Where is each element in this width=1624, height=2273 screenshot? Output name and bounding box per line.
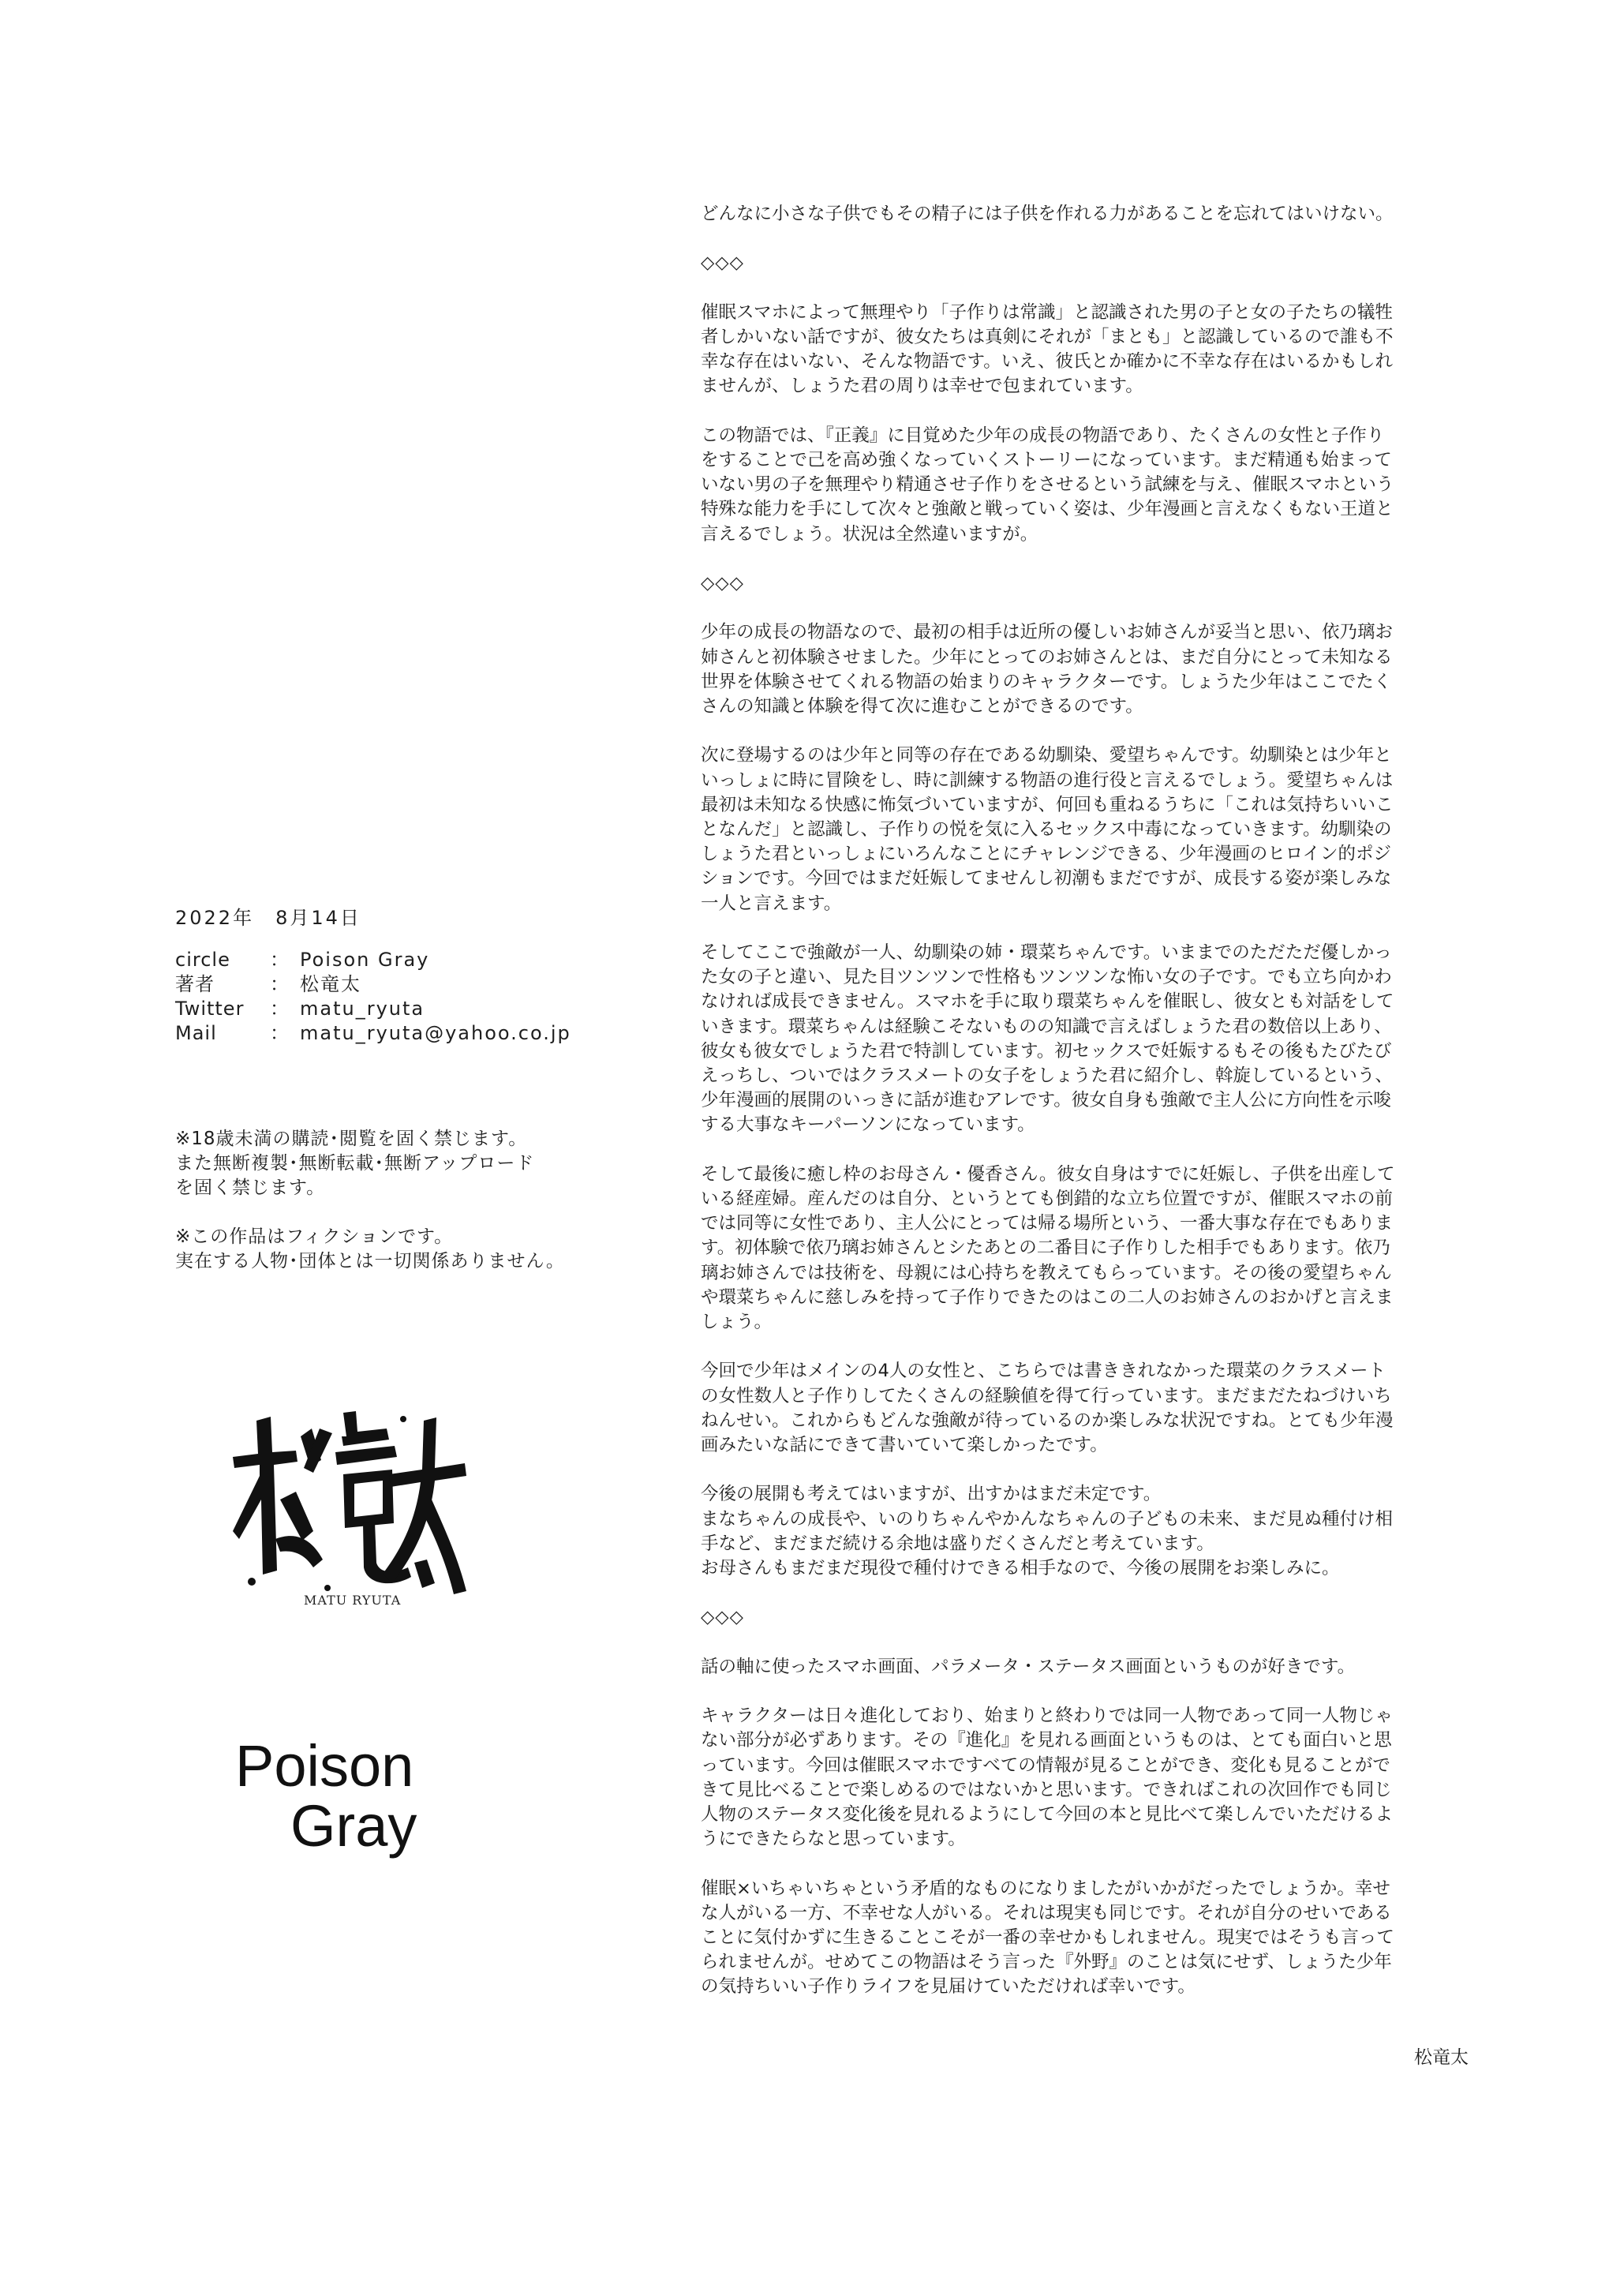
- colophon: [175, 906, 649, 1046]
- text-line: いっしょに時に冒険をし、時に訓練する物語の進行役と言えるでしょう。愛望ちゃんは: [701, 770, 1394, 791]
- text-line: 最初は未知なる快感に怖気づいていますが、何回も重ねるうちに「これは気持ちいいこ: [701, 794, 1394, 815]
- text-line: 璃お姉さんでは技術を、母親には心持ちを教えてもらっています。その後の愛望ちゃん: [701, 1262, 1392, 1283]
- text-line: 一人と言えます。: [701, 893, 842, 914]
- text-line: 言えるでしょう。状況は全然違いますが。: [701, 523, 1038, 545]
- circle-logo-line1: Poison: [235, 1733, 414, 1799]
- colophon-key: Mail: [175, 1022, 217, 1044]
- paragraph: [701, 941, 1490, 1138]
- colophon-key: circle: [175, 949, 230, 971]
- text-line: 者しかいない話ですが、彼女たちは真剣にそれが「まとも」と認識しているので誰も不: [701, 326, 1394, 347]
- text-line: どんなに小さな子供でもその精子には子供を作れる力があることを忘れてはいけない。: [701, 204, 1394, 224]
- text-line: いない男の子を無理やり精通させ子作りをさせるという試練を与え、催眠スマホという: [701, 474, 1394, 496]
- legal-notices: [175, 1127, 664, 1298]
- text-line: なければ成長できません。スマホを手に取り環菜ちゃんを催眠し、彼女とも対話をして: [701, 991, 1394, 1013]
- circle-logo: [235, 1733, 472, 1859]
- text-line: きて見比べることで楽しめるのではないかと思います。できればこれの次回作でも同じ: [701, 1779, 1392, 1800]
- text-line: では同等に女性であり、主人公にとっては帰る場所という、一番大事な存在でもありま: [701, 1213, 1394, 1234]
- text-line: す。初体験で依乃璃お姉さんとシたあとの二番目に子作りした相手でもあります。依乃: [701, 1238, 1390, 1259]
- paragraph: [701, 620, 1490, 719]
- paragraph: [701, 1482, 1490, 1581]
- colophon-row: [175, 1021, 649, 1046]
- notice-line: また無断複製･無断転載･無断アップロード: [175, 1153, 535, 1174]
- colophon-row: [175, 948, 649, 972]
- notice: [175, 1127, 664, 1200]
- author-signature: 松竜太: [1414, 2047, 1469, 2068]
- text-line: さんの知識と体験を得て次に進むことができるのです。: [701, 695, 1143, 717]
- text-line: となんだ」と認識し、子作りの悦を気に入るセックス中毒になっていきます。幼馴染の: [701, 818, 1392, 840]
- text-line: この物語では、『正義』に目覚めた少年の成長の物語であり、たくさんの女性と子作り: [701, 425, 1385, 446]
- paragraph: [701, 1163, 1490, 1335]
- notice-line: ※18歳未満の購読･閲覧を固く禁じます。: [175, 1129, 528, 1149]
- text-line: 今回で少年はメインの4人の女性と、こちらでは書ききれなかった環菜のクラスメート: [701, 1361, 1386, 1382]
- paragraph: [701, 424, 1490, 547]
- colophon-key: Twitter: [175, 998, 245, 1020]
- text-line: する大事なキーパーソンになっています。: [701, 1114, 1035, 1136]
- text-line: た女の子と違い、見た目ツンツンで性格もツンツンな怖い女の子です。でも立ち向かわ: [701, 967, 1392, 988]
- text-line: ションです。今回ではまだ妊娠してませんし初潮もまだですが、成長する姿が楽しみな: [701, 868, 1392, 889]
- section-divider: [701, 571, 1490, 596]
- text-line: 催眠×いちゃいちゃという矛盾的なものになりましたがいかがだったでしょうか。幸せ: [701, 1878, 1390, 1899]
- author-calligraphy-logo: [225, 1405, 470, 1610]
- text-line: まなちゃんの成長や、いのりちゃんやかんなちゃんの子どもの未来、まだ見ぬ種付け相: [701, 1508, 1394, 1530]
- text-line: 特殊な能力を手にして次々と強敵と戦っていく姿は、少年漫画と言えなくもない王道と: [701, 499, 1394, 520]
- text-line: しょう。: [701, 1312, 773, 1333]
- colophon-info: [175, 948, 649, 1046]
- publication-date: 2022年 8月14日: [175, 907, 361, 929]
- text-line: ◇◇◇: [701, 253, 744, 274]
- colophon-row: [175, 972, 649, 997]
- text-line: うにできたらなと思っています。: [701, 1829, 966, 1850]
- text-line: ませんが、しょうた君の周りは幸せで包まれています。: [701, 376, 1143, 397]
- colophon-separator: ：: [270, 998, 290, 1020]
- text-line: られませんが。せめてこの物語はそう言った『外野』のことは気にせず、しょうた少年: [701, 1952, 1392, 1973]
- text-line: 姉さんと初体験させました。少年にとってのお姉さんとは、まだ自分にとって未知なる: [701, 646, 1393, 668]
- text-line: 手など、まだまだ続ける余地は盛りだくさんだと考えています。: [701, 1533, 1214, 1554]
- paragraph: [701, 1655, 1490, 1679]
- paragraph: [701, 743, 1490, 916]
- afterword-text: [701, 202, 1490, 2024]
- text-line: 今後の展開も考えてはいますが、出すかはまだ未定です。: [701, 1484, 1162, 1505]
- colophon-value: matu_ryuta@yahoo.co.jp: [300, 1022, 571, 1044]
- text-line: 彼女も彼女でしょうた君で特訓しています。初セックスで妊娠するもその後もたびたび: [701, 1040, 1392, 1062]
- notice-line: を固く禁じます。: [175, 1178, 326, 1198]
- colophon-key: 著者: [175, 973, 215, 995]
- text-line: ことに気付かずに生きることこそが一番の幸せかもしれません。現実ではそうも言って: [701, 1927, 1394, 1948]
- colophon-value: 松竜太: [300, 973, 361, 995]
- text-line: をすることで己を高め強くなっていくストーリーになっています。まだ精通も始まって: [701, 449, 1392, 470]
- text-line: 次に登場するのは少年と同等の存在である幼馴染、愛望ちゃんです。幼馴染とは少年と: [701, 745, 1392, 766]
- text-line: そしてここで強敵が一人、幼馴染の姉・環菜ちゃんです。いままでのただただ優しかっ: [701, 942, 1392, 963]
- text-line: の気持ちいい子作りライフを見届けていただければ幸いです。: [701, 1976, 1196, 1998]
- text-line: 画みたいな話にできて書いていて楽しかったです。: [701, 1435, 1108, 1456]
- text-line: お母さんもまだまだ現役で種付けできる相手なので、今後の展開をお楽しみに。: [701, 1558, 1340, 1579]
- colophon-value: Poison Gray: [300, 949, 430, 971]
- text-line: 話の軸に使ったスマホ画面、パラメータ・ステータス画面というものが好きです。: [701, 1656, 1356, 1677]
- text-line: えっちし、ついではクラスメートの女子をしょうた君に紹介し、斡旋しているという、: [701, 1065, 1393, 1086]
- text-line: 世界を体験させてくれる物語の始まりのキャラクターです。しょうた少年はここでたく: [701, 671, 1392, 692]
- text-line: っています。今回は催眠スマホですべての情報が見ることができ、変化も見ることがで: [701, 1754, 1390, 1776]
- text-line: 催眠スマホによって無理やり「子作りは常識」と認識された男の子と女の子たちの犠牲: [701, 301, 1394, 323]
- paragraph: [701, 202, 1490, 227]
- text-line: キャラクターは日々進化しており、始まりと終わりでは同一人物であって同一人物じゃ: [701, 1706, 1393, 1727]
- notice-line: 実在する人物･団体とは一切関係ありません。: [175, 1251, 565, 1271]
- text-line: そして最後に癒し枠のお母さん・優香さん。彼女自身はすでに妊娠し、子供を出産して: [701, 1163, 1395, 1185]
- paragraph: [701, 1359, 1490, 1458]
- colophon-value: matu_ryuta: [300, 998, 425, 1020]
- circle-logo-line2: Gray: [290, 1793, 417, 1859]
- colophon-separator: ：: [270, 1022, 290, 1044]
- text-line: 少年漫画的展開のいっきに話が進むアレです。彼女自身も強敵で主人公に方向性を示唆: [701, 1090, 1391, 1111]
- text-line: 幸な存在はいない、そんな物語です。いえ、彼氏とか確かに不幸な存在はいるかもしれ: [701, 351, 1394, 373]
- text-line: ねんせい。これからもどんな強敵が待っているのか楽しみな状況ですね。とても少年漫: [701, 1410, 1394, 1431]
- notice: [175, 1225, 664, 1274]
- text-line: いきます。環菜ちゃんは経験こそないものの知識で言えばしょうた君の数倍以上あり、: [701, 1016, 1392, 1037]
- text-line: ない部分が必ずあります。その『進化』を見れる画面というものは、とても面白いと思: [701, 1730, 1392, 1751]
- colophon-separator: ：: [270, 973, 290, 995]
- text-line: 少年の成長の物語なので、最初の相手は近所の優しいお姉さんが妥当と思い、依乃璃お: [701, 622, 1394, 643]
- text-line: ◇◇◇: [701, 572, 744, 594]
- colophon-row: [175, 997, 649, 1021]
- author-brush-logo-image: [225, 1405, 470, 1602]
- text-line: や環菜ちゃんに慈しみを持って子作りできたのはこの二人のお姉さんのおかげと言えま: [701, 1286, 1394, 1308]
- text-line: 人物のステータス変化後を見れるようにして今回の本と見比べて楽しんでいただけるよ: [701, 1804, 1394, 1825]
- text-line: の女性数人と子作りしてたくさんの経験値を得て行っています。まだまだたねづけいち: [701, 1385, 1392, 1406]
- text-line: いる経産婦。産んだのは自分、というとても倒錯的な立ち位置ですが、催眠スマホの前: [701, 1189, 1394, 1209]
- colophon-separator: ：: [270, 949, 290, 971]
- notice-line: ※この作品はフィクションです。: [175, 1226, 454, 1247]
- text-line: ◇◇◇: [701, 1607, 744, 1628]
- paragraph: [701, 1877, 1490, 2000]
- section-divider: [701, 1605, 1490, 1630]
- paragraph: [701, 1704, 1490, 1852]
- logo-caption: MATU RYUTA: [304, 1593, 402, 1608]
- section-divider: [701, 251, 1490, 275]
- paragraph: [701, 301, 1490, 399]
- text-line: しょうた君といっしょにいろんなことにチャレンジできる、少年漫画のヒロイン的ポジ: [701, 844, 1392, 865]
- text-line: な人がいる一方、不幸せな人がいる。それは現実も同じです。それが自分のせいである: [701, 1902, 1392, 1923]
